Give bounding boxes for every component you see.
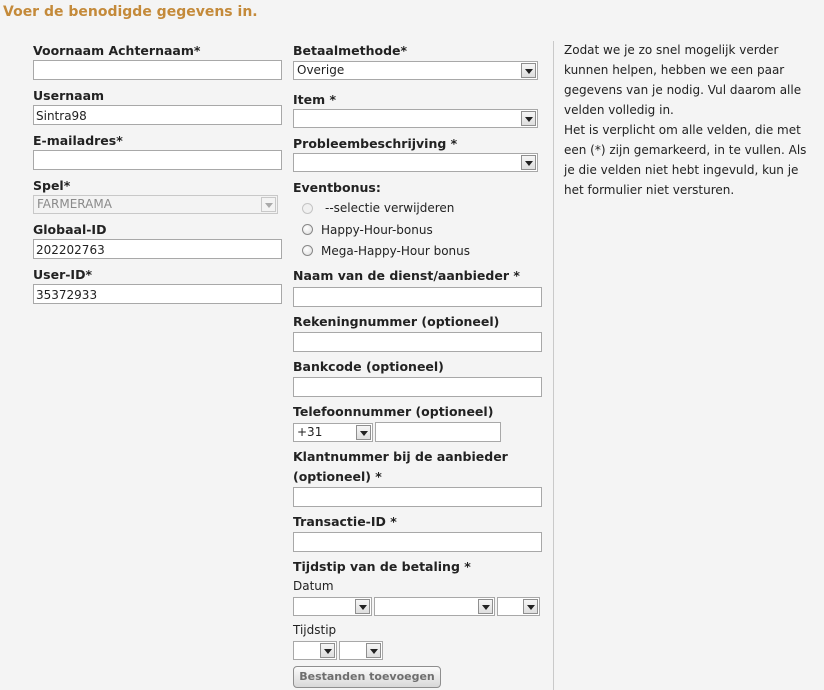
customer-number-input[interactable] — [293, 487, 542, 507]
username-input[interactable]: Sintra98 — [33, 105, 282, 125]
add-files-button[interactable]: Bestanden toevoegen — [293, 666, 441, 688]
time-minute-select[interactable] — [339, 641, 383, 660]
phone-country-code-value: +31 — [297, 425, 323, 439]
info-paragraph-2: Het is verplicht om alle velden, die met een (*) zijn gemarkeerd, in te vullen. Als je die velden niet hebt ingevuld, kun je het formulier niet versturen. — [564, 123, 807, 197]
fullname-input[interactable] — [33, 60, 282, 80]
payment-method-label: Betaalmethode* — [293, 43, 408, 58]
event-bonus-option-happy-hour[interactable]: Happy-Hour-bonus — [321, 223, 433, 237]
date-year-select[interactable] — [497, 597, 540, 616]
provider-name-label: Naam van de dienst/aanbieder * — [293, 268, 520, 283]
page-title: Voer de benodigde gegevens in. — [3, 4, 258, 20]
date-day-select[interactable] — [293, 597, 372, 616]
problem-select[interactable] — [293, 153, 538, 172]
phone-number-input[interactable] — [375, 422, 501, 442]
time-hour-select[interactable] — [293, 641, 337, 660]
username-label: Usernaam — [33, 88, 105, 103]
email-label: E-mailadres* — [33, 133, 123, 148]
fullname-label: Voornaam Achternaam* — [33, 43, 201, 58]
chevron-down-icon — [261, 197, 276, 212]
bank-code-input[interactable] — [293, 377, 542, 397]
chevron-down-icon[interactable] — [523, 599, 538, 614]
chevron-down-icon[interactable] — [366, 643, 381, 658]
date-month-select[interactable] — [374, 597, 495, 616]
info-paragraph-1: Zodat we je zo snel mogelijk verder kunnen helpen, hebben we een paar gegevens van je nodig. Vul daarom alle velden volledig in. — [564, 43, 802, 117]
account-number-label: Rekeningnummer (optioneel) — [293, 314, 500, 329]
chevron-down-icon[interactable] — [320, 643, 335, 658]
chevron-down-icon[interactable] — [521, 155, 536, 170]
chevron-down-icon[interactable] — [478, 599, 493, 614]
game-label: Spel* — [33, 178, 71, 193]
account-number-input[interactable] — [293, 332, 542, 352]
event-bonus-radio-clear — [302, 203, 313, 214]
provider-name-input[interactable] — [293, 287, 542, 307]
global-id-label: Globaal-ID — [33, 222, 107, 237]
column-divider — [553, 41, 554, 690]
game-select-value: FARMERAMA — [37, 197, 112, 211]
payment-method-select[interactable] — [293, 61, 538, 80]
transaction-id-input[interactable] — [293, 532, 542, 552]
item-select[interactable] — [293, 109, 538, 128]
phone-label: Telefoonnummer (optioneel) — [293, 404, 494, 419]
payment-time-label: Tijdstip van de betaling * — [293, 559, 471, 574]
user-id-label: User-ID* — [33, 267, 92, 282]
customer-number-label-line1: Klantnummer bij de aanbieder — [293, 449, 508, 464]
event-bonus-option-clear: --selectie verwijderen — [325, 201, 455, 215]
chevron-down-icon[interactable] — [521, 63, 536, 78]
global-id-input[interactable]: 202202763 — [33, 239, 282, 259]
customer-number-label-line2: (optioneel) * — [293, 469, 382, 484]
email-input[interactable] — [33, 150, 282, 170]
event-bonus-radio-mega-happy-hour[interactable] — [302, 245, 313, 256]
game-select — [33, 195, 278, 214]
item-label: Item * — [293, 92, 337, 107]
user-id-input[interactable]: 35372933 — [33, 284, 282, 304]
event-bonus-radio-happy-hour[interactable] — [302, 224, 313, 235]
event-bonus-option-mega-happy-hour[interactable]: Mega-Happy-Hour bonus — [321, 244, 471, 258]
bank-code-label: Bankcode (optioneel) — [293, 359, 444, 374]
phone-country-code-select[interactable] — [293, 423, 373, 442]
event-bonus-label: Eventbonus: — [293, 180, 381, 195]
chevron-down-icon[interactable] — [521, 111, 536, 126]
chevron-down-icon[interactable] — [355, 599, 370, 614]
transaction-id-label: Transactie-ID * — [293, 514, 397, 529]
time-label: Tijdstip — [293, 623, 337, 637]
chevron-down-icon[interactable] — [356, 425, 371, 440]
payment-method-value: Overige — [297, 63, 345, 77]
problem-label: Probleembeschrijving * — [293, 136, 458, 151]
date-label: Datum — [293, 579, 334, 593]
